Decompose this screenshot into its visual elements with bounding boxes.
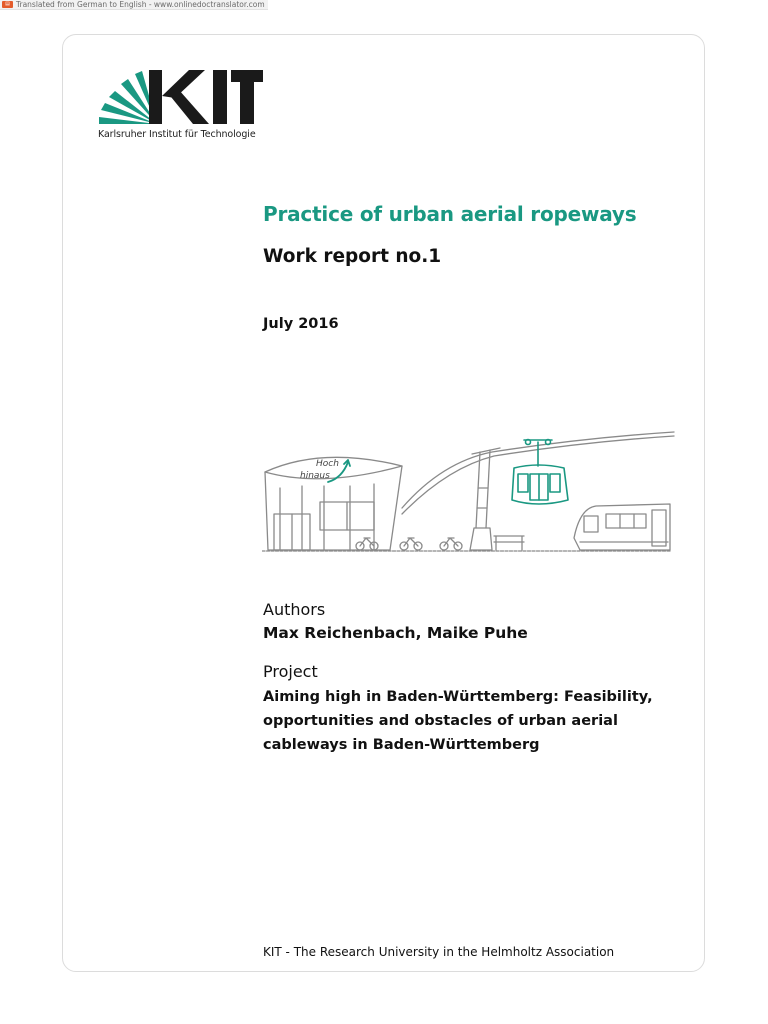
report-title: Practice of urban aerial ropeways [263, 202, 637, 226]
project-title: Aiming high in Baden-Württemberg: Feasibility, opportunities and obstacles of urban aerial cableways in Baden-Württemberg [263, 689, 653, 753]
tram-vehicle [574, 504, 670, 550]
kit-logo [97, 66, 267, 132]
report-date: July 2016 [263, 316, 339, 332]
translator-banner [0, 0, 268, 10]
authors-names: Max Reichenbach, Maike Puhe [263, 624, 528, 642]
station-sign-line1: Hoch [316, 459, 339, 469]
cableway-illustration [262, 428, 677, 562]
logo-subtitle: Karlsruher Institut für Technologie [98, 129, 256, 140]
authors-label: Authors [263, 600, 326, 619]
report-subtitle: Work report no.1 [263, 246, 442, 267]
translator-icon: ▤ [2, 1, 13, 8]
translator-banner-text: Translated from German to English - www.onlinedoctranslator.com [16, 0, 265, 9]
station-sign-line2: hinaus [300, 471, 330, 481]
cable-pylon [470, 448, 500, 550]
footer-text: KIT - The Research University in the Helmholtz Association [263, 945, 615, 959]
kit-logo-graphic [97, 66, 267, 128]
station-building [265, 457, 402, 550]
street-furniture [356, 536, 524, 550]
project-label: Project [263, 662, 318, 681]
